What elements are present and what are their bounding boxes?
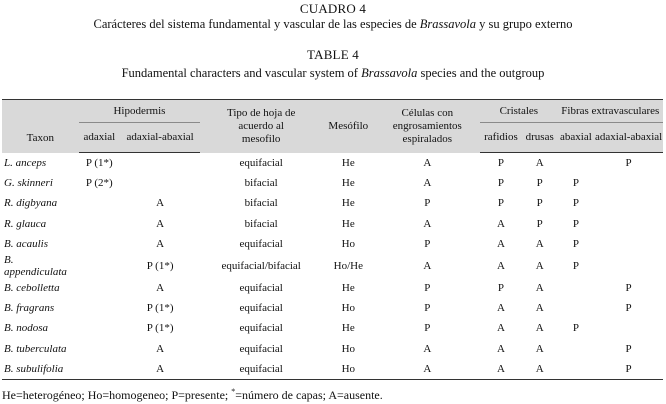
header-mesofilo: Mesófilo [328, 119, 369, 132]
cell-fibras-adaxial-abaxial: P [625, 342, 632, 355]
cell-taxon: R. glauca [4, 217, 47, 230]
cell-adaxial [79, 193, 120, 213]
cell-fibras-abaxial: P [572, 177, 579, 190]
cell-fibras-adaxial-abaxial [594, 193, 663, 213]
cell-adaxial-abaxial: A [156, 342, 165, 355]
cell-rafidios: A [480, 359, 522, 380]
header-taxon: Taxon [26, 131, 54, 144]
cell-rafidios: A [496, 342, 505, 355]
cell-celulas: A [423, 156, 432, 169]
cell-rafidios: A [496, 302, 505, 315]
cell-tipo: equifacial [239, 302, 283, 315]
header-adaxial-abaxial: adaxial-abaxial [120, 123, 200, 153]
cell-tipo: bifacial [244, 197, 278, 210]
cell-mesofilo: Ho [341, 342, 356, 355]
cell-drusas: A [535, 157, 544, 170]
table-row [2, 278, 663, 298]
header-fibras-abaxial: abaxial [558, 123, 595, 153]
cell-adaxial [79, 254, 120, 278]
cell-mesofilo: He [341, 156, 355, 169]
cell-drusas: A [535, 282, 544, 295]
cell-taxon: L. anceps [4, 156, 47, 169]
table-header [2, 100, 663, 153]
header-hipodermis: Hipodermis [79, 100, 201, 123]
cell-adaxial-abaxial: A [156, 237, 165, 250]
header-drusas: drusas [522, 123, 558, 153]
cell-rafidios: A [496, 259, 505, 272]
cell-fibras-abaxial: P [572, 259, 579, 272]
cell-fibras-adaxial-abaxial: P [594, 359, 663, 380]
cell-adaxial-abaxial: P (1*) [146, 322, 174, 335]
cell-drusas: A [535, 322, 544, 335]
cell-rafidios: P [497, 197, 504, 210]
cell-tipo: equifacial/bifacial [221, 259, 301, 272]
table-row [2, 234, 663, 254]
cell-adaxial [79, 278, 120, 298]
cell-drusas: A [535, 237, 544, 250]
cell-adaxial [79, 298, 120, 318]
footnote-part2: =número de capas; A=ausente. [235, 388, 383, 402]
cell-tipo: equifacial [239, 156, 283, 169]
cell-mesofilo: Ho/He [333, 259, 363, 272]
cell-tipo: equifacial [239, 322, 283, 335]
cell-adaxial [79, 318, 120, 338]
cell-celulas: A [375, 359, 481, 380]
header-tipo-hoja: Tipo de hoja de acuerdo al mesofilo [227, 106, 296, 145]
cell-fibras-abaxial: P [572, 322, 579, 335]
cell-fibras-abaxial: P [572, 237, 579, 250]
header-rafidios: rafidios [480, 123, 522, 153]
cell-mesofilo: He [341, 177, 355, 190]
cell-fibras-abaxial [558, 153, 595, 174]
cell-fibras-adaxial-abaxial [594, 318, 663, 338]
cell-tipo: equifacial [239, 282, 283, 295]
cuadro-caption [0, 17, 666, 32]
cuadro-heading: CUADRO 4 [299, 1, 367, 16]
cell-fibras-adaxial-abaxial [594, 254, 663, 278]
cell-adaxial [79, 214, 120, 234]
cell-rafidios: A [496, 322, 505, 335]
cell-taxon: G. skinneri [4, 177, 53, 190]
header-fibras: Fibras extravasculares [558, 100, 663, 123]
cell-tipo: bifacial [244, 217, 278, 230]
cell-adaxial-abaxial: A [156, 197, 165, 210]
cell-adaxial-abaxial: P (1*) [146, 302, 174, 315]
cell-celulas: P [424, 237, 431, 250]
header-cristales: Cristales [480, 100, 558, 123]
cell-mesofilo: He [341, 322, 355, 335]
table-row [2, 359, 663, 380]
table-row [2, 298, 663, 318]
cell-adaxial [79, 359, 120, 380]
cell-fibras-abaxial [558, 298, 595, 318]
cell-celulas: A [423, 177, 432, 190]
table-row [2, 318, 663, 338]
cell-drusas: P [536, 217, 543, 230]
cell-adaxial: P (1*) [85, 157, 113, 170]
footnote-part1: He=heterogéneo; Ho=homogeneo; P=presente; [2, 388, 232, 402]
cell-rafidios: A [496, 237, 505, 250]
cell-taxon: B. nodosa [4, 322, 48, 335]
characters-table [2, 100, 663, 380]
cuadro-caption-post: y su grupo externo [476, 17, 573, 31]
cell-tipo: equifacial [239, 342, 283, 355]
table-caption [0, 66, 666, 81]
cell-adaxial-abaxial [120, 153, 200, 174]
cell-fibras-abaxial [558, 278, 595, 298]
cell-drusas: A [522, 359, 558, 380]
cell-tipo: equifacial [239, 237, 283, 250]
cell-mesofilo: Ho [341, 302, 356, 315]
cell-fibras-abaxial: P [572, 217, 579, 230]
cell-celulas: A [423, 342, 432, 355]
cell-drusas: A [535, 342, 544, 355]
cell-fibras-adaxial-abaxial [594, 234, 663, 254]
cell-mesofilo: He [341, 282, 355, 295]
cell-fibras-adaxial-abaxial: P [625, 282, 632, 295]
cell-drusas: A [535, 259, 544, 272]
table-caption-post: species and the outgroup [417, 66, 545, 80]
table-caption-pre: Fundamental characters and vascular system of [121, 66, 362, 80]
header-celulas: Células con engrosamientos espiralados [392, 106, 462, 145]
cell-tipo: equifacial [200, 359, 322, 380]
table-row [2, 173, 663, 193]
cell-adaxial-abaxial: A [156, 217, 165, 230]
cell-mesofilo: Ho [322, 359, 374, 380]
cell-celulas: P [424, 302, 431, 315]
cell-mesofilo: Ho [341, 237, 356, 250]
cell-celulas: P [424, 322, 431, 335]
cell-celulas: P [424, 282, 431, 295]
cell-taxon: B. acaulis [4, 237, 48, 250]
table-heading: TABLE 4 [307, 47, 359, 62]
cell-taxon: B. cebolletta [4, 282, 60, 295]
cell-tipo: bifacial [244, 177, 278, 190]
cell-mesofilo: He [341, 217, 355, 230]
cell-rafidios: P [497, 177, 504, 190]
cell-rafidios: P [497, 157, 504, 170]
header-fibras-adaxial-abaxial: adaxial-abaxial [594, 123, 663, 153]
footnote-asterisk: * [231, 387, 236, 396]
cell-adaxial-abaxial: P (1*) [146, 259, 174, 272]
cell-celulas: P [424, 197, 431, 210]
cell-adaxial: P (2*) [85, 177, 113, 190]
cell-fibras-adaxial-abaxial [594, 173, 663, 193]
cell-celulas: A [423, 259, 432, 272]
cell-adaxial [79, 234, 120, 254]
cell-adaxial-abaxial [120, 173, 200, 193]
cell-drusas: P [536, 177, 543, 190]
cell-taxon: R. digbyana [4, 197, 58, 210]
cell-celulas: A [423, 217, 432, 230]
cell-drusas: P [536, 197, 543, 210]
table-row [2, 339, 663, 359]
table-caption-genus: Brassavola [361, 66, 418, 80]
cell-fibras-adaxial-abaxial: P [625, 157, 632, 170]
table-row [2, 153, 663, 174]
table-row [2, 214, 663, 234]
table-row [2, 193, 663, 213]
cell-adaxial-abaxial: A [156, 282, 165, 295]
table-row [2, 254, 663, 278]
header-adaxial: adaxial [79, 123, 120, 153]
cell-fibras-adaxial-abaxial [594, 214, 663, 234]
cell-taxon: B. appendiculata [4, 253, 67, 278]
cell-taxon: B. subulifolia [2, 359, 79, 380]
cell-mesofilo: He [341, 197, 355, 210]
cell-fibras-abaxial [558, 339, 595, 359]
cell-drusas: A [535, 302, 544, 315]
cuadro-caption-genus: Brassavola [419, 17, 476, 31]
cell-fibras-abaxial [558, 359, 595, 380]
cell-adaxial-abaxial: A [120, 359, 200, 380]
cell-fibras-adaxial-abaxial: P [625, 302, 632, 315]
cell-rafidios: P [497, 282, 504, 295]
cell-adaxial [79, 339, 120, 359]
cuadro-caption-pre: Carácteres del sistema fundamental y vascular de las especies de [93, 17, 420, 31]
cell-rafidios: A [496, 217, 505, 230]
cell-taxon: B. fragrans [4, 302, 55, 315]
table-footnote [2, 388, 383, 403]
cell-taxon: B. tuberculata [4, 342, 67, 355]
cell-fibras-abaxial: P [572, 197, 579, 210]
table-body [2, 153, 663, 380]
